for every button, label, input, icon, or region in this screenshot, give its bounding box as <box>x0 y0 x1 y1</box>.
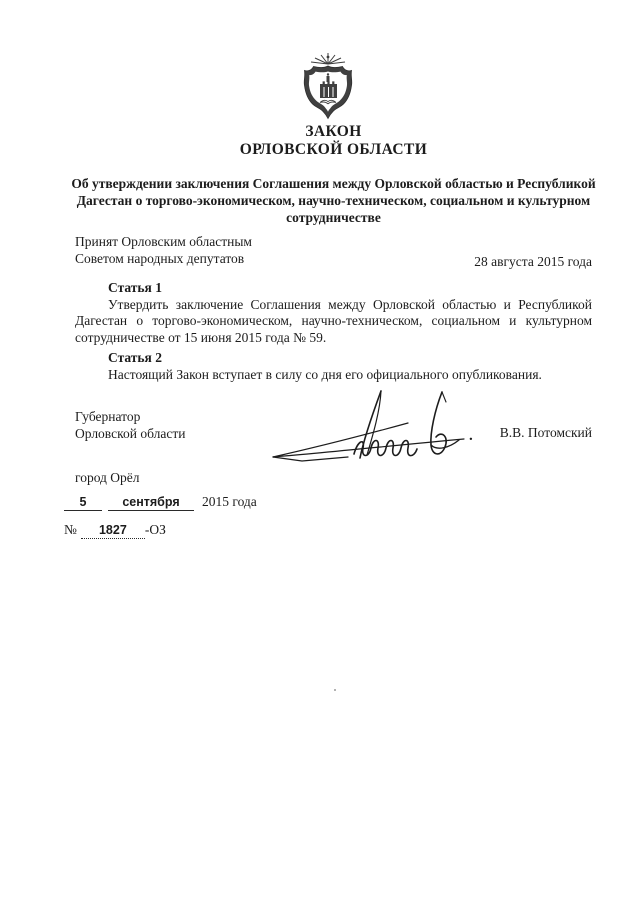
adopted-by <box>75 234 252 267</box>
signer-name: В.В. Потомский <box>499 425 592 440</box>
article-2-text: Настоящий Закон вступает в силу со дня его официального опубликования. <box>108 366 542 382</box>
document-type-header <box>75 123 592 159</box>
document-number-line <box>64 522 166 539</box>
signer-post-line-2: Орловской области <box>75 426 186 441</box>
title-line-3: сотрудничестве <box>286 210 381 226</box>
adopted-by-line-2: Советом народных депутатов <box>75 250 245 266</box>
signature-period: . <box>469 428 473 444</box>
article-1-text: Утвердить заключение Соглашения между Орловской областью и Республикой Дагестан о торгово-экономическом, научно-техническом, социальном и культурном сотрудничестве от 15 июня 2015 года № 59. <box>75 296 592 345</box>
title-line-1: Об утверждении заключения Соглашения между Орловской областью и Республикой <box>71 176 596 191</box>
coat-of-arms-icon <box>299 53 357 120</box>
adoption-block <box>75 234 592 267</box>
month-fill-in: сентября <box>108 495 194 511</box>
place-line: город Орёл <box>75 470 140 485</box>
adopted-by-line-1: Принят Орловским областным <box>75 234 252 249</box>
article-1-heading: Статья 1 <box>108 280 162 295</box>
article-2-heading: Статья 2 <box>108 350 162 366</box>
title-line-2: Дагестан о торгово-экономическом, научно-техническом, социальном и культурном <box>76 193 591 209</box>
articles-section <box>75 280 592 384</box>
signing-date-line <box>64 494 257 511</box>
scan-artifact-dot <box>334 689 336 691</box>
adoption-date: 28 августа 2015 года <box>474 254 592 269</box>
document-title <box>70 175 597 227</box>
year-text: 2015 года <box>202 494 257 509</box>
day-fill-in: 5 <box>64 495 102 511</box>
number-sign-label: № <box>64 522 77 537</box>
number-suffix: -ОЗ <box>144 522 166 537</box>
number-fill-in: 1827 <box>81 523 145 539</box>
signer-post-line-1: Губернатор <box>75 409 141 424</box>
region-name: ОРЛОВСКОЙ ОБЛАСТИ <box>239 141 428 158</box>
law-word: ЗАКОН <box>305 123 362 140</box>
